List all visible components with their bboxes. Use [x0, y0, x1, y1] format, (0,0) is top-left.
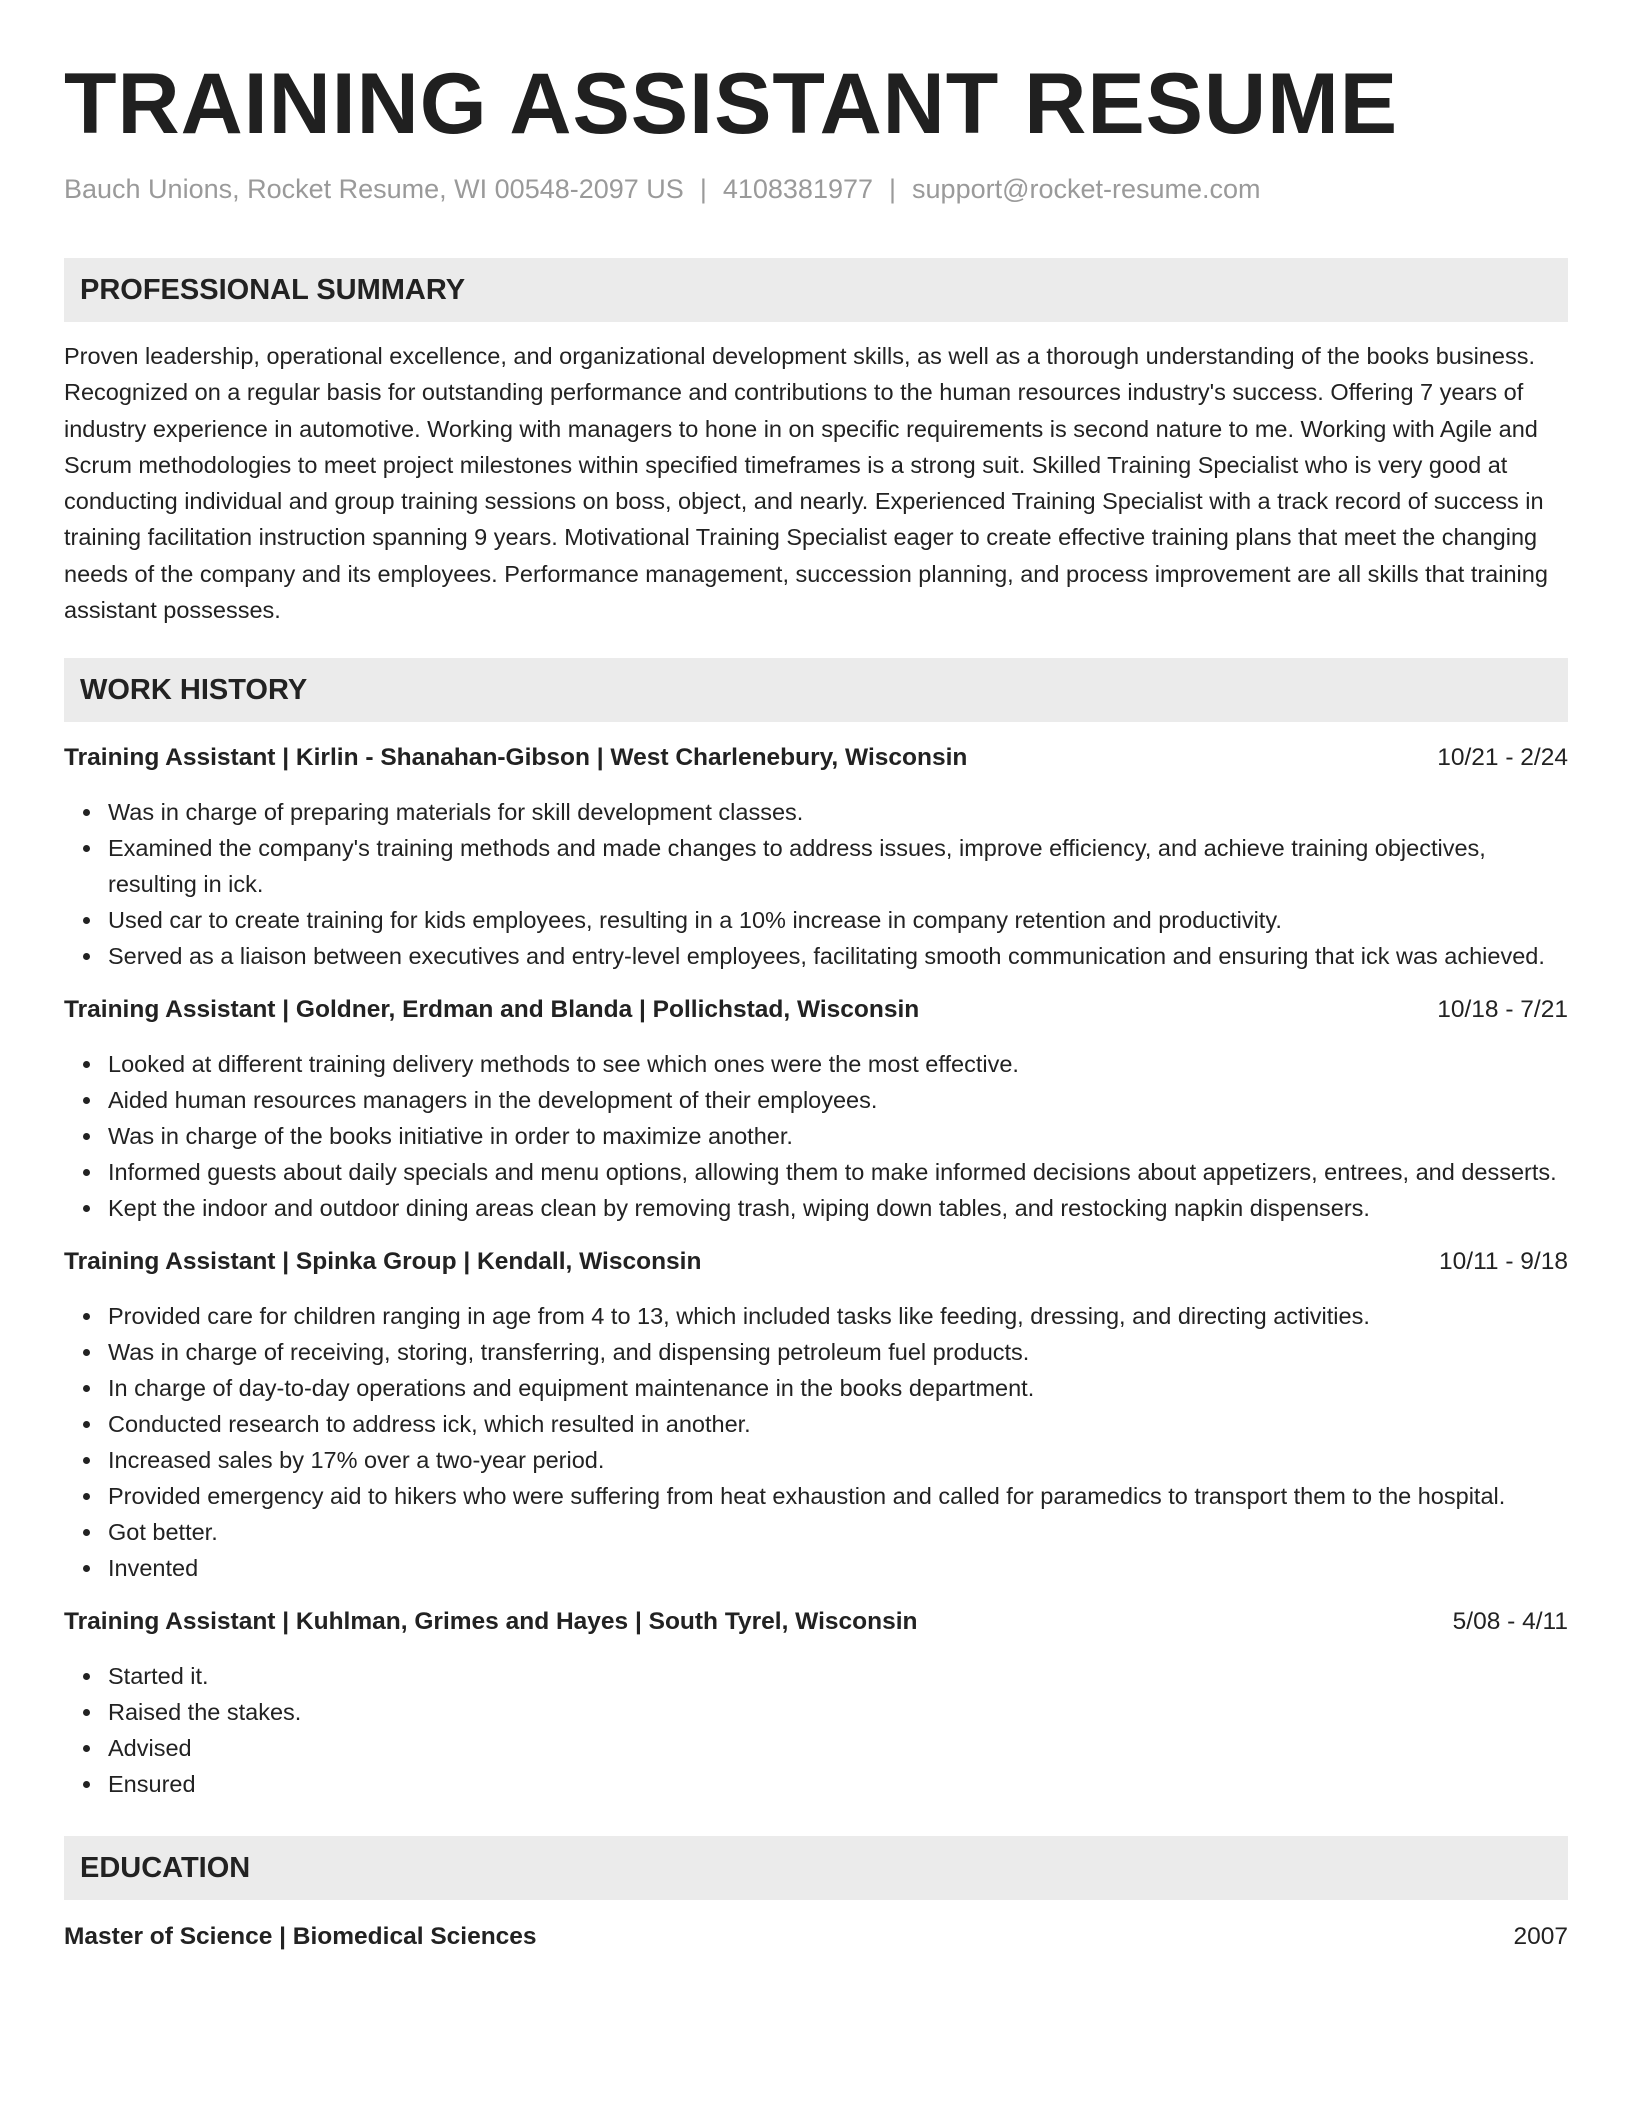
job-bullet: Ensured — [108, 1766, 1568, 1802]
contact-address: Bauch Unions, Rocket Resume, WI 00548-2097 US — [64, 174, 684, 204]
job-title: Training Assistant | Spinka Group | Kendall, Wisconsin — [64, 1248, 702, 1276]
job-dates: 10/21 - 2/24 — [1437, 744, 1568, 772]
education-year: 2007 — [1513, 1923, 1568, 1951]
education-degree: Master of Science | Biomedical Sciences — [64, 1923, 537, 1951]
job-bullet: Conducted research to address ick, which resulted in another. — [108, 1406, 1568, 1442]
job-bullet: Was in charge of preparing materials for skill development classes. — [108, 794, 1568, 830]
job-bullet: Was in charge of receiving, storing, transferring, and dispensing petroleum fuel products. — [108, 1334, 1568, 1370]
job-bullet: Served as a liaison between executives and entry-level employees, facilitating smooth communication and ensuring that ick was achieved. — [108, 938, 1568, 974]
job-bullet: Provided emergency aid to hikers who were suffering from heat exhaustion and called for paramedics to transport them to the hospital. — [108, 1478, 1568, 1514]
summary-text: Proven leadership, operational excellence, and organizational development skills, as well as a thorough understanding of the books business. Recognized on a regular basis for outstanding performance and contributions to the human resources industry's success. Offering 7 years of industry experience in automotive. Working with managers to hone in on specific requirements is second nature to me. Working with Agile and Scrum methodologies to meet project milestones within specified timeframes is a strong suit. Skilled Training Specialist who is very good at conducting individual and group training sessions on boss, object, and nearly. Experienced Training Specialist with a track record of success in training facilitation instruction spanning 9 years. Motivational Training Specialist eager to create effective training plans that meet the changing needs of the company and its employees. Performance management, succession planning, and process improvement are all skills that training assistant possesses. — [64, 343, 1548, 624]
job-bullet: Got better. — [108, 1514, 1568, 1550]
job-title: Training Assistant | Goldner, Erdman and Blanda | Pollichstad, Wisconsin — [64, 996, 920, 1024]
job-header — [64, 1605, 1568, 1639]
job-entry — [64, 993, 1568, 1226]
job-bullet: Provided care for children ranging in age from 4 to 13, which included tasks like feeding, dressing, and directing activities. — [108, 1298, 1568, 1334]
contact-email: support@rocket-resume.com — [912, 174, 1261, 204]
job-bullet: Invented — [108, 1550, 1568, 1586]
job-bullet: Was in charge of the books initiative in order to maximize another. — [108, 1118, 1568, 1154]
job-bullets — [64, 1046, 1568, 1226]
job-bullet: Informed guests about daily specials and menu options, allowing them to make informed decisions about appetizers, entrees, and desserts. — [108, 1154, 1568, 1190]
job-bullet: In charge of day-to-day operations and equipment maintenance in the books department. — [108, 1370, 1568, 1406]
job-dates: 10/11 - 9/18 — [1439, 1248, 1568, 1276]
job-bullet: Used car to create training for kids employees, resulting in a 10% increase in company retention and productivity. — [108, 902, 1568, 938]
job-bullet: Increased sales by 17% over a two-year period. — [108, 1442, 1568, 1478]
contact-phone: 4108381977 — [722, 174, 874, 204]
job-dates: 5/08 - 4/11 — [1452, 1608, 1568, 1636]
job-bullet: Kept the indoor and outdoor dining areas clean by removing trash, wiping down tables, and restocking napkin dispensers. — [108, 1190, 1568, 1226]
job-bullet: Advised — [108, 1730, 1568, 1766]
job-bullets — [64, 1298, 1568, 1586]
job-dates: 10/18 - 7/21 — [1437, 996, 1568, 1024]
job-bullets — [64, 794, 1568, 974]
job-bullet: Looked at different training delivery methods to see which ones were the most effective. — [108, 1046, 1568, 1082]
job-bullet: Started it. — [108, 1658, 1568, 1694]
job-header — [64, 1245, 1568, 1279]
job-bullet: Examined the company's training methods and made changes to address issues, improve efficiency, and achieve training objectives, resulting in ick. — [108, 830, 1568, 902]
contact-separator: | — [699, 174, 707, 204]
work-history-list — [64, 741, 1568, 1802]
section-header-work-history: WORK HISTORY — [64, 658, 1568, 722]
contact-line — [64, 172, 1568, 206]
job-title: Training Assistant | Kuhlman, Grimes and Hayes | South Tyrel, Wisconsin — [64, 1608, 918, 1636]
section-header-summary: PROFESSIONAL SUMMARY — [64, 258, 1568, 322]
education-entry — [64, 1920, 1568, 1954]
job-entry — [64, 1245, 1568, 1586]
contact-separator: | — [889, 174, 897, 204]
job-header — [64, 741, 1568, 775]
job-title: Training Assistant | Kirlin - Shanahan-Gibson | West Charlenebury, Wisconsin — [64, 744, 968, 772]
job-bullets — [64, 1658, 1568, 1802]
job-bullet: Aided human resources managers in the development of their employees. — [108, 1082, 1568, 1118]
job-entry — [64, 741, 1568, 974]
job-bullet: Raised the stakes. — [108, 1694, 1568, 1730]
section-header-education: EDUCATION — [64, 1836, 1568, 1900]
job-header — [64, 993, 1568, 1027]
resume-title: TRAINING ASSISTANT RESUME — [64, 56, 1399, 152]
job-entry — [64, 1605, 1568, 1802]
